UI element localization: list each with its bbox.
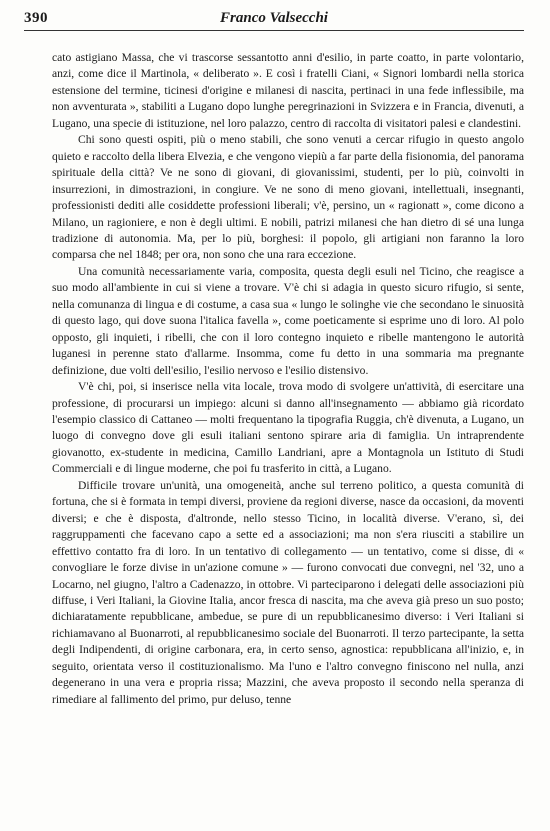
running-header (24, 6, 524, 31)
body-text (52, 50, 524, 708)
page-number: 390 (24, 10, 48, 26)
paragraph: Una comunità necessariamente varia, composita, questa degli esuli nel Ticino, che reagisce a suo modo all'ambiente in cui si viene a trovare. V'è chi si adagia in questo sicuro rifugio, si sente, nella comunanza di lingua e di costume, a casa sua « lungo le solinghe vie che secondano le sinuosità di questo lago, qui dove suona l'italica favella », come poeticamente si esprime uno di loro. Al polo opposto, gli inquieti, i ribelli, che con il loro contegno inquieto e ribelle mantengono le autorità luganesi in perenne stato d'allarme. Insomma, come fu detto in una sommaria ma pregnante definizione, due volti dell'esilio, l'esilio nervoso e l'esilio distensivo. (52, 264, 524, 377)
paragraph: Difficile trovare un'unità, una omogeneità, anche sul terreno politico, a questa comunità di fortuna, che si è formata in tempi diversi, proviene da regioni diverse, nasce da occasioni, da moventi diversi; e che è disposta, d'altronde, nello stesso Ticino, in località diverse. V'erano, sì, dei raggruppamenti che facevano capo a sette ed a associazioni; ma non s'era riusciti a stabilire un effettivo contatto fra di loro. In un tentativo di collegamento — un tentativo, come si disse, di « convogliare le forze divise in un'azione comune » — furono convocati due convegni, nel '32, uno a Locarno, nel giugno, l'altro a Cadenazzo, in ottobre. Vi parteciparono i delegati delle associazioni più diffuse, i Veri Italiani, la Giovine Italia, ancor fresca di nascita, ma che aveva già preso un suo posto; dichiaratamente repubblicane, ambedue, se pure di un repubblicanesimo diverso: i Veri Italiani si richiamavano al Buonarroti, al repubblicanesimo sociale del Buonarroti. Il terzo partecipante, la setta degli Indipendenti, di origine carbonara, era, in certo senso, agnostica: repubblicana all'inizio, e, in seguito, orientata verso il costituzionalismo. Ma l'uno e l'altro convegno finiscono nel nulla, anzi degenerano in una vera e propria rissa; Mazzini, che aveva proposto il secondo nella speranza di rimediare al fallimento del primo, pur deluso, tenne (52, 478, 524, 706)
paragraph: V'è chi, poi, si inserisce nella vita locale, trova modo di svolgere un'attività, di esercitare una professione, di procurarsi un impiego: alcuni si danno all'insegnamento — abbiamo già ricordato l'esempio classico di Cattaneo — molti frequentano la tipografia Ruggia, ch'è divenuta, a Lugano, un luogo di convegno dove gli esuli italiani sentono spirare aria di famiglia. Un intraprendente giovanotto, ex-studente in medicina, Camillo Landriani, apre a Montagnola un Istituto di Studi Commerciali e di lingue moderne, che poi fu trasferito in città, a Lugano. (52, 380, 524, 476)
running-title: Franco Valsecchi (220, 10, 328, 26)
paragraph: Chi sono questi ospiti, più o meno stabili, che sono venuti a cercar rifugio in questo angolo quieto e raccolto della libera Elvezia, e che vengono viepiù a far parte della fisionomia, del panorama spirituale della città? Ve ne sono di giovani, di giovanissimi, studenti, per lo più, coinvolti in insurrezioni, in dimostrazioni, in congiure. Ve ne sono di meno giovani, intellettuali, insegnanti, professionisti dediti alle cosiddette professioni liberali; v'è, persino, un « ragionatt », come dicono a Milano, un ragioniere, e non è degli ultimi. E nobili, patrizi milanesi che han dietro di sé una lunga tradizione di autonomia. Ma, per lo più, borghesi: il popolo, gli artigiani non faranno la loro comparsa che nel 1848; per ora, non sono che una rara eccezione. (52, 133, 524, 262)
paragraph-continuation: cato astigiano Massa, che vi trascorse sessantotto anni d'esilio, in parte coatto, in parte volontario, anzi, come dice il Martinola, « deliberato ». E così i fratelli Ciani, « Signori lombardi nella storica estensione del termine, ticinesi d'origine e milanesi di nascita, pertinaci in una fede inflessibile, ma non avventurata », stabiliti a Lugano dopo lunghe peregrinazioni in Svizzera e in Francia, divenuti, a Lugano, una specie di istituzione, nel loro palazzo, centro di raccolta di visitatori palesi e clandestini. (52, 51, 524, 130)
